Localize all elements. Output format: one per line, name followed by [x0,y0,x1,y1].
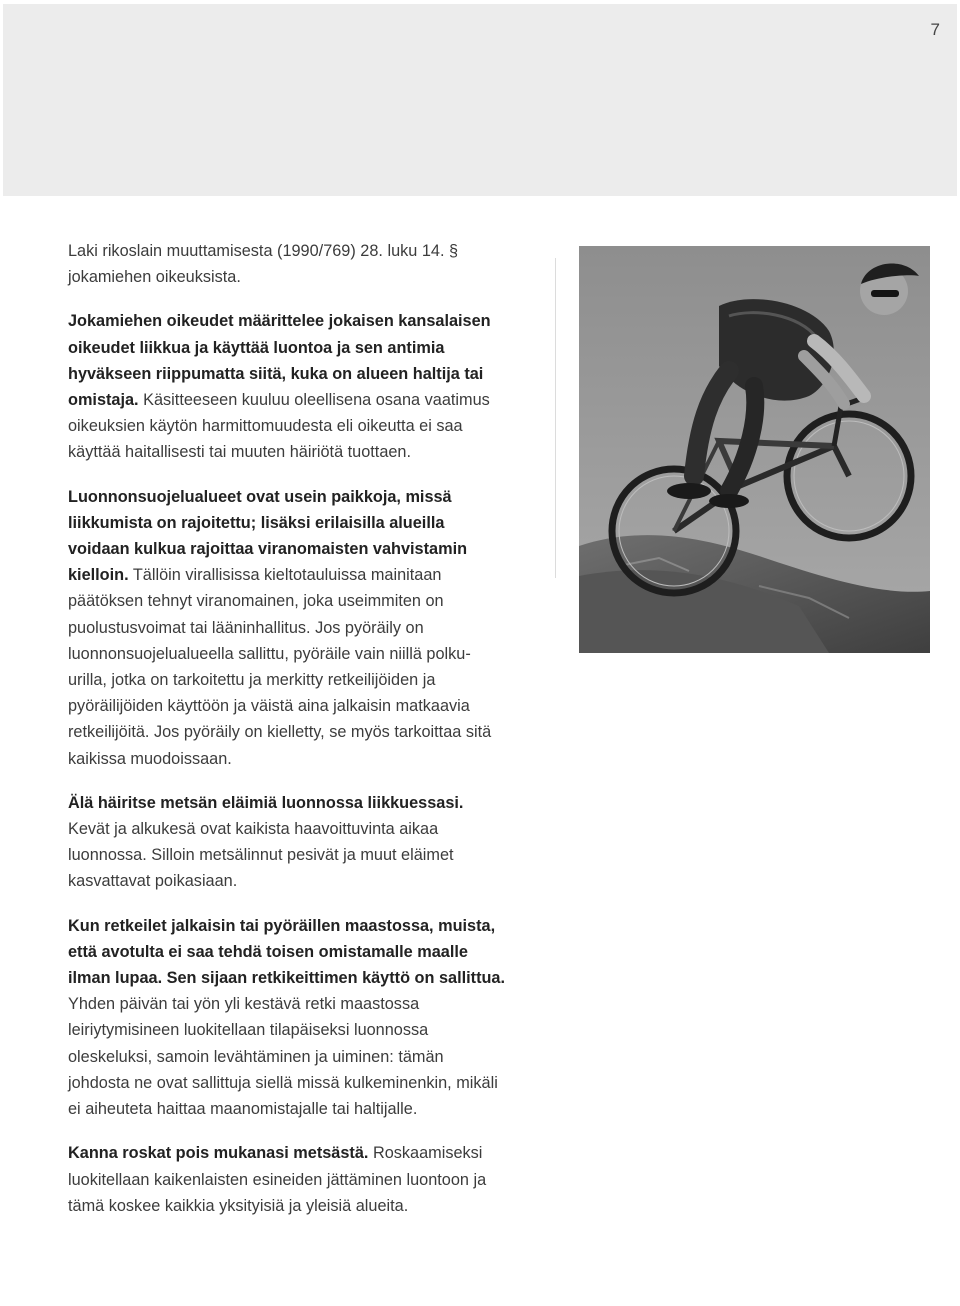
paragraph-lead: Älä häiritse metsän eläimiä luonnossa liikkuessasi. [68,793,464,812]
column-divider [555,258,556,578]
paragraph-lead: Luonnonsuojelualueet ovat usein paikkoja, missä liikkumista on rajoitettu; lisäksi erilaisilla alueilla voidaan kulkua rajoittaa viranomaisten vahvistamin kielloin. [68,487,468,585]
mountain-biker-illustration [579,246,930,653]
paragraph-text: Laki rikoslain muuttamisesta (1990/769) 28. luku 14. § jokamiehen oikeuksista. [68,242,459,287]
paragraph-litter [68,1140,508,1219]
paragraph-text: Käsitteeseen kuuluu oleellisena osana vaatimus oikeuksien käytön harmittomuudesta eli oikeutta ei saa käyttää haitallisesti tai muuten häiriötä tuottaen. [68,391,490,462]
paragraph-nature-reserves [68,484,508,772]
paragraph-lead: Kanna roskat pois mukanasi metsästä. [68,1144,369,1163]
page-number: 7 [930,20,940,39]
paragraph-lead: Kun retkeilet jalkaisin tai pyöräillen maastossa, muista, että avotulta ei saa tehdä toisen omistamalle maalle ilman lupaa. Sen sijaan retkikeittimen käyttö on sallittua. [68,916,506,988]
body-text [68,238,508,1237]
paragraph-text: Roskaamiseksi luokitellaan kaikenlaisten esineiden jättäminen luontoon ja tämä koskee kaikkia yksityisiä ja yleisiä alueita. [68,1144,487,1215]
header-band [3,4,957,196]
paragraph-wildlife [68,790,508,895]
paragraph-everymans-rights [68,308,508,465]
paragraph-campfire [68,913,508,1123]
paragraph-text: Yhden päivän tai yön yli kestävä retki maastossa leiriytymisineen luokitellaan tilapäiseksi luonnossa oleskeluksi, samoin levähtäminen ja uiminen: tämän johdosta ne ovat sallittuja siellä missä kulkeminenkin, mikäli ei aiheuteta haittaa maanomistajalle tai haltijalle. [68,995,498,1119]
paragraph-lead: Jokamiehen oikeudet määrittelee jokaisen kansalaisen oikeudet liikkua ja käyttää luontoa ja sen antimia hyväkseen riippumatta siitä, kuka on alueen haltija tai omistaja. [68,312,491,410]
paragraph-text: Tällöin virallisissa kieltotauluissa mainitaan päätöksen tehnyt viranomainen, joka useimmiten on puolustusvoimat tai lääninhallitus. Jos pyöräily on luonnonsuojelualueella sallittu, pyöräile vain niillä polku-urilla, jotka on tarkoitettu ja merkitty retkeilijöiden ja pyöräilijöiden käyttöön ja väistä aina jalkaisin matkaavia retkeilijöitä. Jos pyöräily on kielletty, se myös tarkoittaa sitä kaikissa muodoissaan. [68,566,492,768]
mountain-biker-photo [579,246,930,653]
paragraph-text: Kevät ja alkukesä ovat kaikista haavoittuvinta aikaa luonnossa. Silloin metsälinnut pesivät ja muut eläimet kasvattavat poikasiaan. [68,820,454,891]
paragraph-law-reference [68,238,508,290]
